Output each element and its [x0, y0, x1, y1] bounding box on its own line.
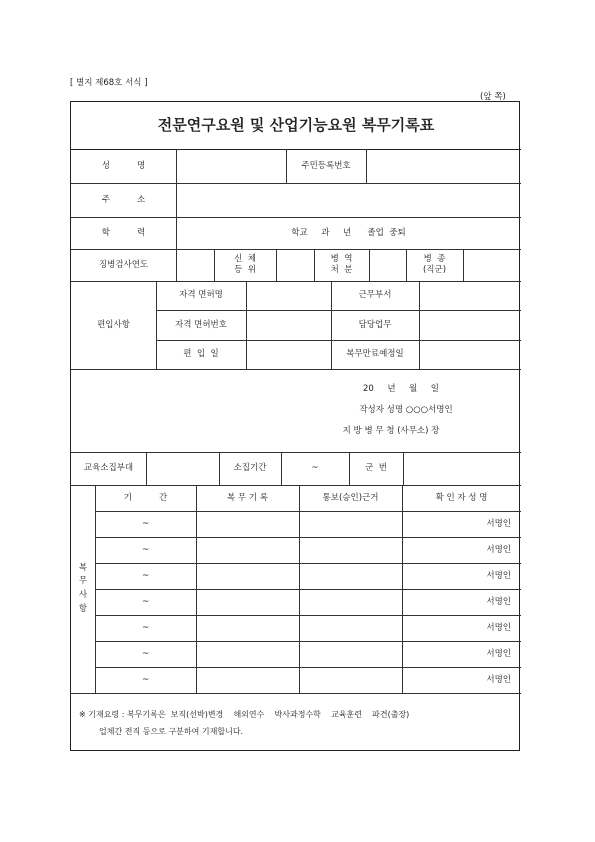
task-label: 담당업무 — [358, 319, 392, 330]
col-confirmer: 확 인 자 성 명 — [435, 492, 488, 503]
rrn-label: 주민등록번호 — [301, 160, 351, 171]
date-line: 20 년 월 일 — [363, 383, 439, 394]
duty-disposition-label: 병 역 처 분 — [330, 254, 353, 275]
page-side-label: (앞 쪽) — [480, 92, 506, 102]
address-label: 주 소 — [101, 194, 146, 205]
note-line-2: 업체간 전직 등으로 구분하여 기재합니다. — [99, 727, 244, 736]
name-label: 성 명 — [101, 160, 146, 171]
service-label: 복 무 사 항 — [78, 562, 88, 614]
form-title: 전문연구요원 및 산업기능요원 복무기록표 — [157, 116, 435, 135]
training-period-tilde: ~ — [311, 463, 319, 474]
body-grade-label: 신 체 등 위 — [234, 254, 256, 275]
row-sign: 서명인 — [486, 596, 511, 607]
author-line: 작성자 성명 ○○○서명인 — [359, 404, 453, 415]
row-period: ~ — [141, 648, 150, 659]
enroll-label: 편입사항 — [97, 319, 130, 330]
office-line: 지 방 병 무 청 (사무소) 장 — [342, 425, 440, 436]
department-label: 근무부서 — [358, 290, 392, 301]
training-unit-label: 교육소집부대 — [83, 463, 134, 474]
branch-label: 병 종 (직군) — [422, 254, 447, 275]
row-sign: 서명인 — [486, 674, 511, 685]
col-basis: 통보(승인)근거 — [322, 492, 379, 503]
end-date-label: 복무만료예정일 — [346, 349, 404, 360]
military-number-label: 군 번 — [365, 463, 387, 474]
row-sign: 서명인 — [486, 518, 511, 529]
row-sign: 서명인 — [486, 570, 511, 581]
row-sign: 서명인 — [486, 544, 511, 555]
note-line-1: ※ 기재요령 : 복무기록은 보직(선박)변경 해외연수 박사과정수학 교육훈련 파견(출장) — [79, 710, 410, 719]
row-period: ~ — [141, 674, 150, 685]
license-name-label: 자격 면허명 — [179, 290, 223, 301]
exam-year-label: 징병검사연도 — [98, 259, 149, 270]
row-period: ~ — [141, 518, 150, 529]
row-sign: 서명인 — [486, 648, 511, 659]
row-period: ~ — [141, 596, 150, 607]
form-number: [ 별지 제68호 서식 ] — [70, 78, 148, 88]
col-period: 기 간 — [123, 492, 168, 503]
training-period-label: 소집기간 — [233, 463, 267, 474]
row-period: ~ — [141, 622, 150, 633]
row-sign: 서명인 — [486, 622, 511, 633]
education-value: 학교 과 년 졸업 중퇴 — [291, 227, 406, 238]
row-period: ~ — [141, 544, 150, 555]
license-number-label: 자격 면허번호 — [175, 319, 227, 330]
form-frame — [70, 101, 520, 751]
col-record: 복 무 기 록 — [227, 492, 268, 503]
row-period: ~ — [141, 570, 150, 581]
enroll-date-label: 편 입 일 — [183, 349, 219, 360]
education-label: 학 력 — [101, 227, 146, 238]
